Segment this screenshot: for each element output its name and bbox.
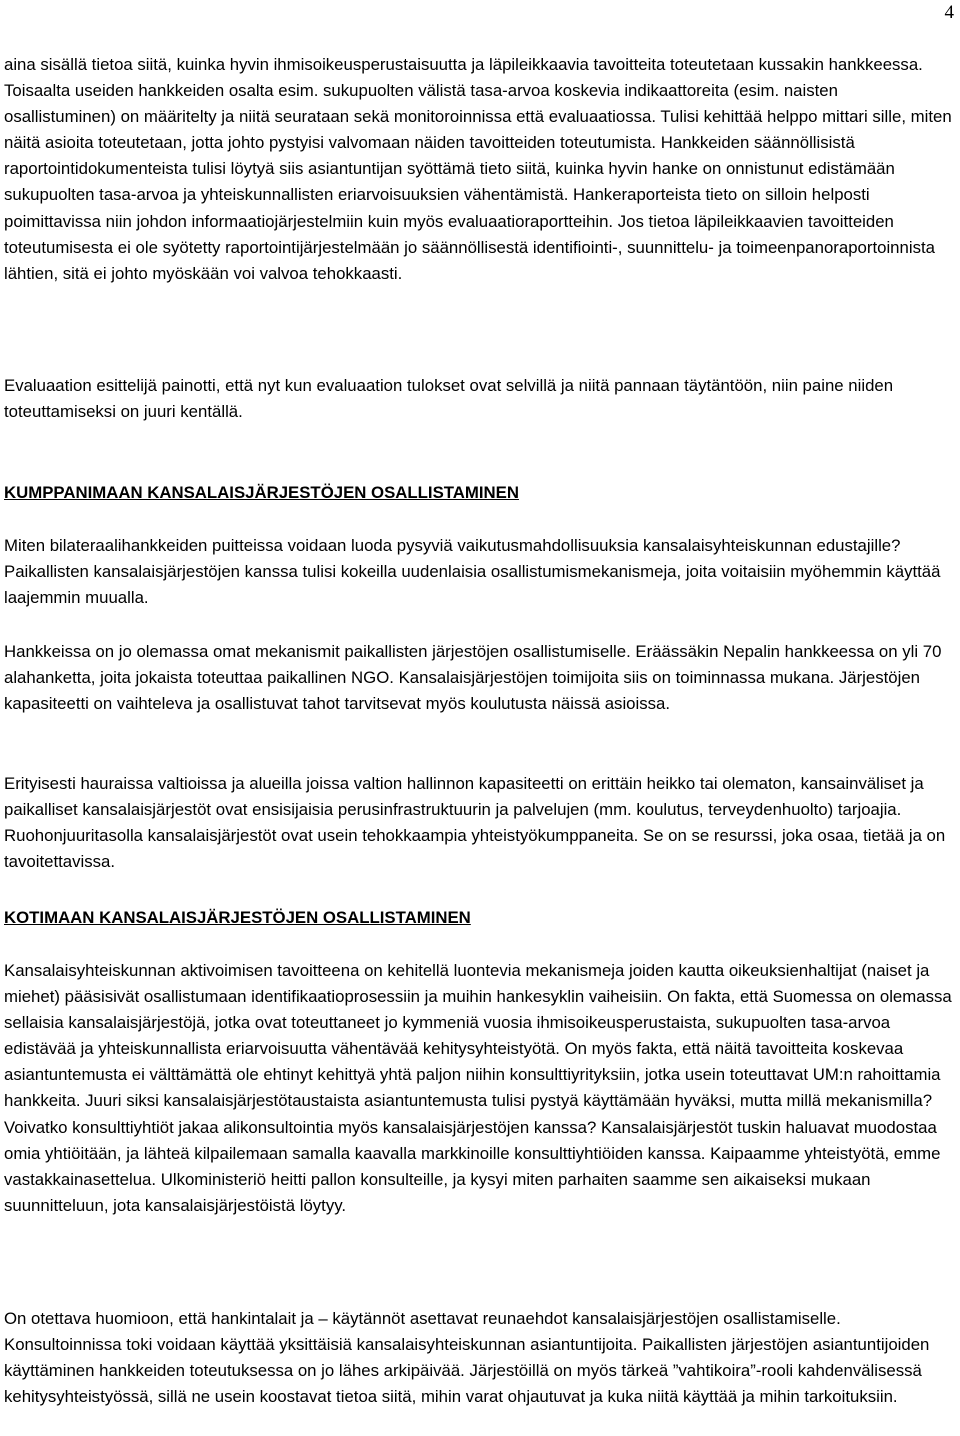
heading-kumppanimaan: KUMPPANIMAAN KANSALAISJÄRJESTÖJEN OSALLISTAMINEN	[4, 483, 519, 502]
heading-kotimaan: KOTIMAAN KANSALAISJÄRJESTÖJEN OSALLISTAMINEN	[4, 908, 471, 927]
paragraph-evaluation: Evaluaation esittelijä painotti, että nyt kun evaluaation tulokset ovat selvillä ja niitä pannaan täytäntöön, niin paine niiden toteuttamiseksi on juuri kentällä.	[4, 376, 894, 422]
paragraph-kotimaan-2: On otettava huomioon, että hankintalait ja – käytännöt asettavat reunaehdot kansalaisjärjestöjen osallistamiselle. Konsultoinnissa toki voidaan käyttää yksittäisiä kansalaisyhteiskunnan asiantuntijoita. Paikallisten järjestöjen asiantuntijoiden käyttäminen hankkeiden toteutuksessa on jo lähes arkipäivää. Järjestöillä on myös tärkeä ”vahtikoira”-rooli kahdenvälisessä kehitysyhteistyössä, sillä ne usein koostavat tietoa siitä, mihin varat ohjautuvat ja kuka niitä käyttää ja mihin tarkoituksiin.	[4, 1309, 930, 1407]
paragraph-kotimaan-1: Kansalaisyhteiskunnan aktivoimisen tavoitteena on kehitellä luontevia mekanismeja joiden kautta oikeuksienhaltijat (naiset ja miehet) pääsisivät osallistumaan identifikaatioprosessiin ja muihin hankesyklin vaiheisiin. On fakta, että Suomessa on olemassa sellaisia kansalaisjärjestöjä, jotka ovat toteuttaneet jo kymmeniä vuosia ihmisoikeusperustaista, sukupuolten tasa-arvoa edistävää ja yhteiskunnallista eriarvoisuutta vähentävää kehitysyhteistyötä. On myös fakta, että näitä tavoitteita koskevaa asiantuntemusta ei välttämättä ole ehtinyt kehittyä yhtä paljon niihin konsulttiyrityksiin, jotka usein toteuttavat UM:n rahoittamia hankkeita. Juuri siksi kansalaisjärjestötaustaista asiantuntemusta tulisi pystyä käyttämään hyväksi, mutta millä mekanismilla? Voivatko konsulttiyhtiöt jakaa alikonsultointia myös kansalaisjärjestöjen kanssa? Kansalaisjärjestöt tuskin haluavat muodostaa omia yhtiöitään, ja lähteä kilpailemaan samalla kaavalla markkinoille konsulttiyhtiöiden kanssa. Kaipaamme yhteistyötä, emme vastakkainasettelua. Ulkoministeriö heitti pallon konsulteille, ja kysyi miten parhaiten saamme sen aikaiseksi mukaan suunnitteluun, jota kansalaisjärjestöistä löytyy.	[4, 961, 952, 1215]
paragraph-kumppanimaan-2: Hankkeissa on jo olemassa omat mekanismit paikallisten järjestöjen osallistumiselle. Eräässäkin Nepalin hankkeessa on yli 70 alahanketta, joita jokaista toteuttaa paikallinen NGO. Kansalaisjärjestöjen toimijoita siis on toiminnassa mukana. Järjestöjen kapasiteetti on vaihteleva ja osallistuvat tahot tarvitsevat myös koulutusta näissä asioissa.	[4, 642, 942, 714]
paragraph-kumppanimaan-3: Erityisesti hauraissa valtioissa ja alueilla joissa valtion hallinnon kapasiteetti on erittäin heikko tai olematon, kansainväliset ja paikalliset kansalaisjärjestöt ovat ensisijaisia perusinfrastruktuurin ja palvelujen (mm. koulutus, terveydenhuolto) tarjoajia. Ruohonjuuritasolla kansalaisjärjestöt ovat usein tehokkaampia yhteistyökumppaneita. Se on se resurssi, joka osaa, tietää ja on tavoitettavissa.	[4, 774, 946, 872]
paragraph-kumppanimaan-1: Miten bilateraalihankkeiden puitteissa voidaan luoda pysyviä vaikutusmahdollisuuksia kansalaisyhteiskunnan edustajille? Paikallisten kansalaisjärjestöjen kanssa tulisi kokeilla uudenlaisia osallistumismekanismeja, joita voitaisiin myöhemmin käyttää laajemmin muualla.	[4, 536, 941, 608]
paragraph-intro: aina sisällä tietoa siitä, kuinka hyvin ihmisoikeusperustaisuutta ja läpileikkaavia tavoitteita toteutetaan kussakin hankkeessa. Toisaalta useiden hankkeiden osalta esim. sukupuolten välistä tasa-arvoa koskevia indikaattoreita (esim. naisten osallistuminen) on määritelty ja niitä seurataan sekä monitoroinnissa että evaluaatiossa. Tulisi kehittää helppo mittari sille, miten näitä asioita toteutetaan, jotta johto pystyisi valvomaan näiden tavoitteiden toteutumista. Hankkeiden säännöllisistä raportointidokumenteista tulisi löytyä siis asiantuntijan syöttämä tieto siitä, kuinka hyvin hanke on onnistunut edistämään sukupuolten tasa-arvoa ja yhteiskunnallisten eriarvoisuuksien vähentämistä. Hankeraporteista tieto on silloin helposti poimittavissa niin johdon informaatiojärjestelmiin kuin myös evaluaatioraportteihin. Jos tietoa läpileikkaavien tavoitteiden toteutumisesta ei ole syötetty raportointijärjestelmään jo säännöllisestä identifiointi-, suunnittelu- ja toimeenpanoraportoinnista lähtien, sitä ei johto myöskään voi valvoa tehokkaasti.	[4, 55, 952, 283]
page-number: 4	[944, 2, 954, 23]
